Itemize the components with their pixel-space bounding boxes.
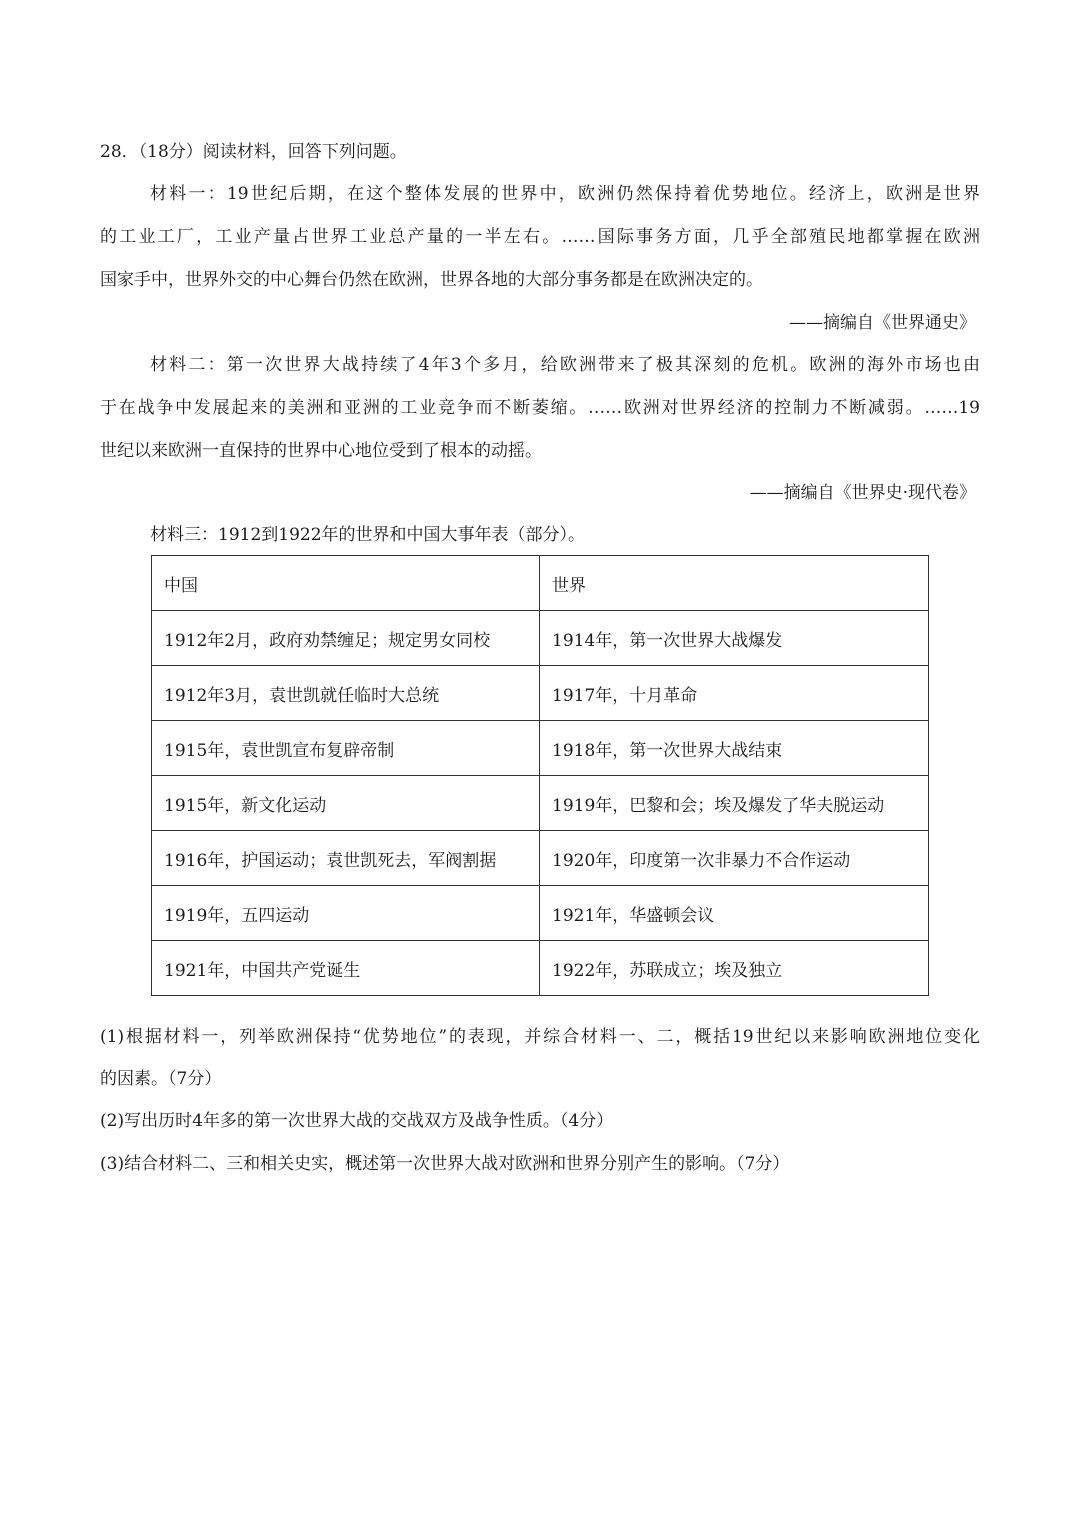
cell-world: 1921年，华盛顿会议 [540, 886, 929, 941]
material1-line-2: 的工业工厂，工业产量占世界工业总产量的一半左右。……国际事务方面，几乎全部殖民地都掌握在欧洲 [100, 227, 980, 247]
table-row [152, 721, 929, 776]
table-row [152, 831, 929, 886]
material2-source: ——摘编自《世界史·现代卷》 [749, 483, 976, 503]
material2-line-3: 世纪以来欧洲一直保持的世界中心地位受到了根本的动摇。 [100, 441, 542, 461]
cell-china: 1916年，护国运动；袁世凯死去，军阀割据 [152, 831, 540, 886]
table-row [152, 776, 929, 831]
cell-china: 1921年，中国共产党诞生 [152, 941, 540, 996]
cell-world: 1918年，第一次世界大战结束 [540, 721, 929, 776]
table-row [152, 886, 929, 941]
material2-line-2: 于在战争中发展起来的美洲和亚洲的工业竞争而不断萎缩。……欧洲对世界经济的控制力不断减弱。……19 [100, 398, 980, 418]
cell-china: 1915年，袁世凯宣布复辟帝制 [152, 721, 540, 776]
cell-world: 1917年，十月革命 [540, 666, 929, 721]
question-header: 28．（18分）阅读材料，回答下列问题。 [100, 142, 407, 162]
material1-line-3: 国家手中，世界外交的中心舞台仍然在欧洲，世界各地的大部分事务都是在欧洲决定的。 [100, 270, 763, 290]
material3-intro: 材料三：1912到1922年的世界和中国大事年表（部分）。 [150, 525, 586, 545]
material2-line-1: 材料二：第一次世界大战持续了4年3个多月，给欧洲带来了极其深刻的危机。欧洲的海外市场也由 [150, 355, 980, 375]
sub-question-1-line-1: (1)根据材料一，列举欧洲保持“优势地位”的表现，并综合材料一、二，概括19世纪以来影响欧洲地位变化 [100, 1027, 980, 1047]
sub-question-3: (3)结合材料二、三和相关史实，概述第一次世界大战对欧洲和世界分别产生的影响。（7分） [100, 1154, 790, 1174]
cell-world: 1920年，印度第一次非暴力不合作运动 [540, 831, 929, 886]
cell-china: 1912年2月，政府劝禁缠足；规定男女同校 [152, 611, 540, 666]
cell-world: 1914年，第一次世界大战爆发 [540, 611, 929, 666]
cell-world: 1922年，苏联成立；埃及独立 [540, 941, 929, 996]
cell-world: 1919年，巴黎和会；埃及爆发了华夫脱运动 [540, 776, 929, 831]
table-row [152, 611, 929, 666]
cell-china: 1912年3月，袁世凯就任临时大总统 [152, 666, 540, 721]
table-row [152, 941, 929, 996]
table-row [152, 666, 929, 721]
cell-china: 1915年，新文化运动 [152, 776, 540, 831]
events-table [151, 555, 929, 996]
material1-source: ——摘编自《世界通史》 [789, 313, 976, 333]
header-china: 中国 [152, 556, 540, 611]
cell-china: 1919年，五四运动 [152, 886, 540, 941]
header-world: 世界 [540, 556, 929, 611]
sub-question-1-line-2: 的因素。（7分） [100, 1069, 222, 1089]
material1-line-1: 材料一：19世纪后期，在这个整体发展的世界中，欧洲仍然保持着优势地位。经济上，欧洲是世界 [150, 184, 980, 204]
table-header-row [152, 556, 929, 611]
sub-question-2: (2)写出历时4年多的第一次世界大战的交战双方及战争性质。（4分） [100, 1111, 614, 1131]
